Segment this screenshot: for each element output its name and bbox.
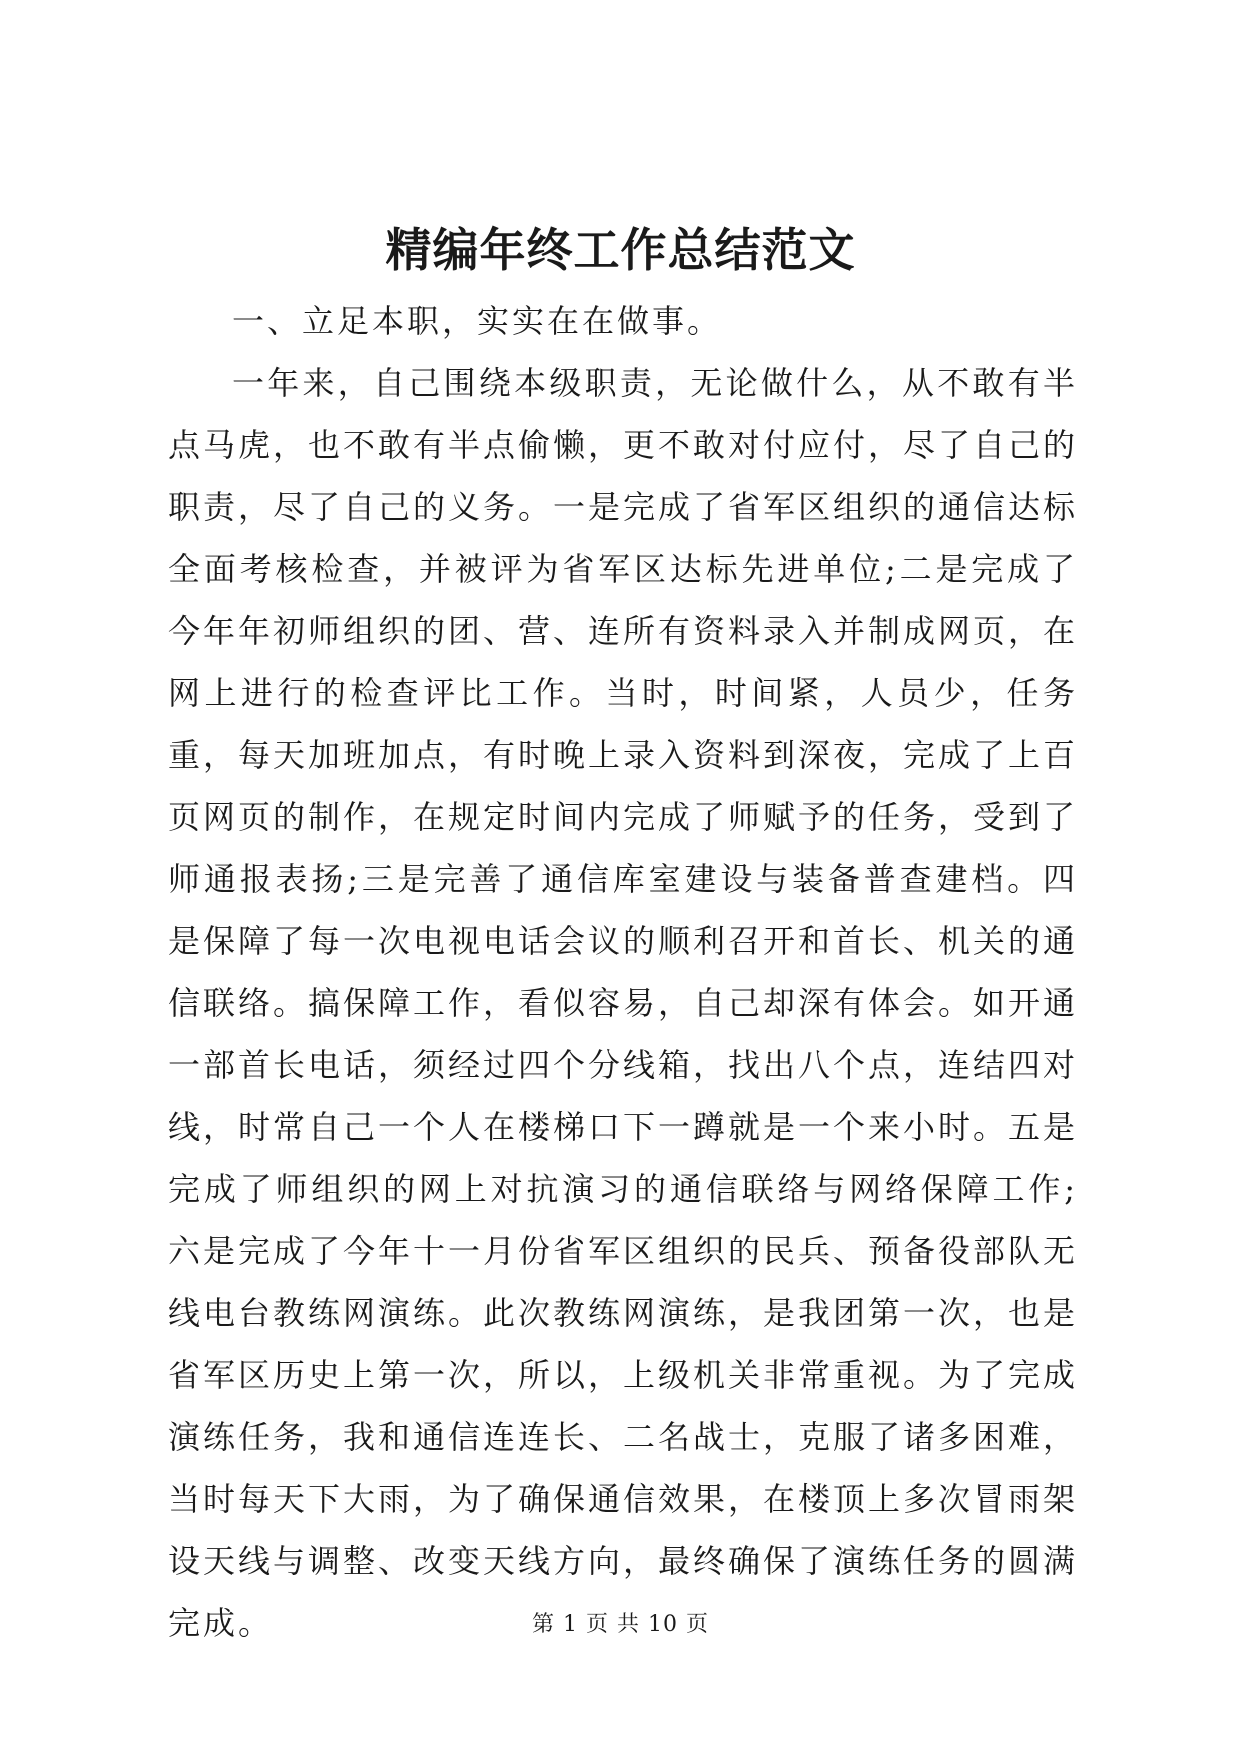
body-paragraph: 一年来，自己围绕本级职责，无论做什么，从不敢有半点马虎，也不敢有半点偷懒，更不敢对付应付，尽了自己的职责，尽了自己的义务。一是完成了省军区组织的通信达标全面考核检查，并被评为省军区达标先进单位;二是完成了今年年初师组织的团、营、连所有资料录入并制成网页，在网上进行的检查评比工作。当时，时间紧，人员少，任务重，每天加班加点，有时晚上录入资料到深夜，完成了上百页网页的制作，在规定时间内完成了师赋予的任务，受到了师通报表扬;三是完善了通信库室建设与装备普查建档。四是保障了每一次电视电话会议的顺利召开和首长、机关的通信联络。搞保障工作，看似容易，自己却深有体会。如开通一部首长电话，须经过四个分线箱，找出八个点，连结四对线，时常自己一个人在楼梯口下一蹲就是一个来小时。五是完成了师组织的网上对抗演习的通信联络与网络保障工作;六是完成了今年十一月份省军区组织的民兵、预备役部队无线电台教练网演练。此次教练网演练，是我团第一次，也是省军区历史上第一次，所以，上级机关非常重视。为了完成演练任务，我和通信连连长、二名战士，克服了诸多困难，当时每天下大雨，为了确保通信效果，在楼顶上多次冒雨架设天线与调整、改变天线方向，最终确保了演练任务的圆满完成。 <box>168 364 1079 1642</box>
document-body <box>168 290 1078 1654</box>
section-heading: 一、立足本职，实实在在做事。 <box>232 302 723 340</box>
page-footer: 第 1 页 共 10 页 <box>532 1612 709 1637</box>
document-title: 精编年终工作总结范文 <box>385 223 856 277</box>
